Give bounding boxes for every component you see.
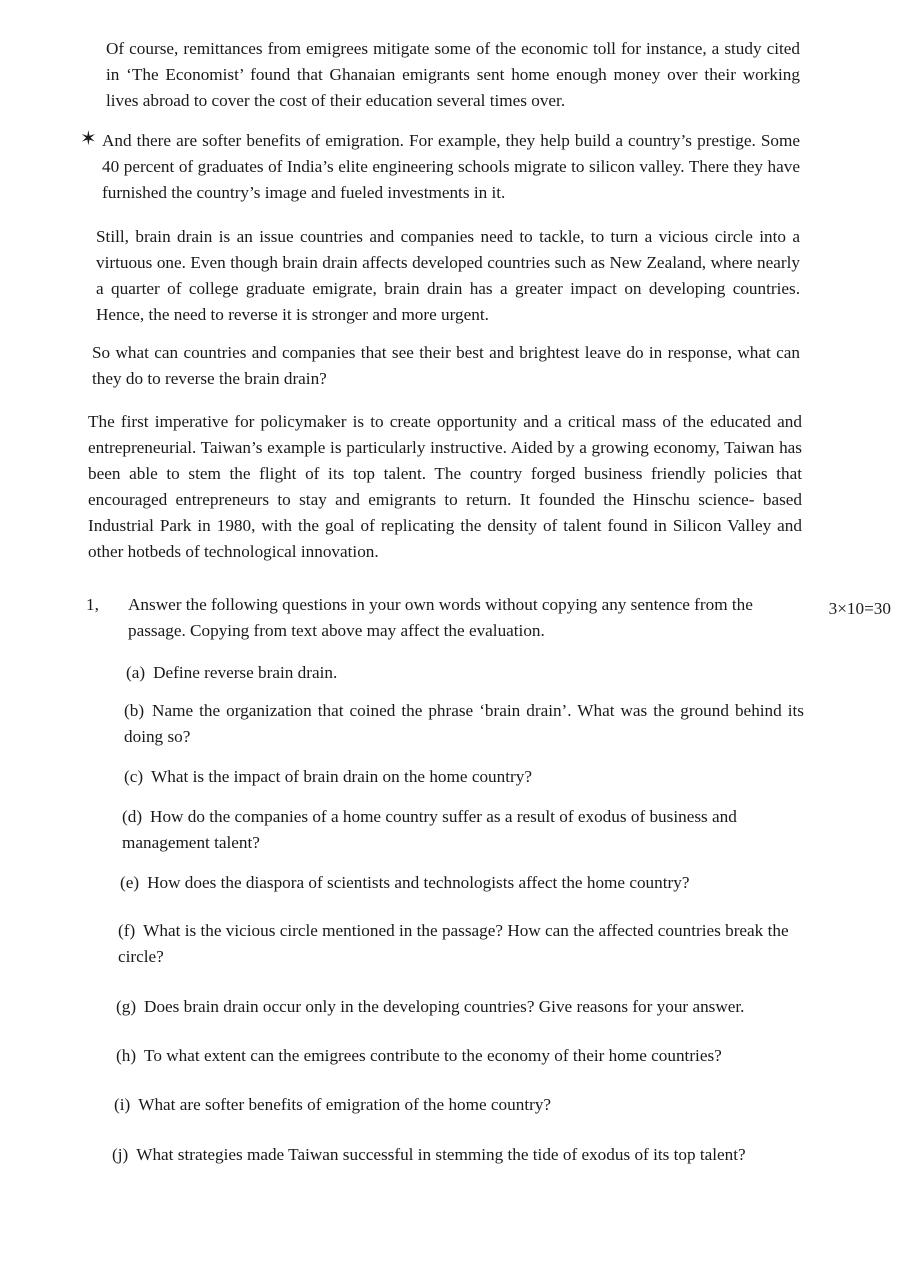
sub-question-e [120,870,804,896]
sub-question-a [126,660,806,686]
sub-question-text: Name the organization that coined the phrase ‘brain drain’. What was the ground behind its doing so? [124,701,804,746]
sub-question-f [118,918,804,970]
sub-question-label: (g) [116,997,137,1016]
sub-question-text: What is the impact of brain drain on the home country? [151,767,532,786]
sub-question-text: How do the companies of a home country suffer as a result of exodus of business and management talent? [122,807,737,852]
sub-question-text: To what extent can the emigrees contribute to the economy of their home countries? [144,1046,722,1065]
sub-question-label: (d) [122,807,143,826]
question-marks: 3×10=30 [828,599,891,618]
sub-question-label: (c) [124,767,144,786]
passage-paragraph-4: So what can countries and companies that see their best and brightest leave do in response, what can they do to reverse the brain drain? [92,343,800,388]
sub-question-g [116,994,806,1020]
sub-question-label: (e) [120,873,140,892]
sub-question-c [124,764,804,790]
sub-question-text: What strategies made Taiwan successful in stemming the tide of exodus of its top talent? [136,1145,746,1164]
sub-question-label: (a) [126,663,146,682]
sub-question-label: (f) [118,921,136,940]
sub-question-label: (i) [114,1095,131,1114]
star-mark-icon: ✶ [80,128,97,150]
sub-question-d [122,804,804,856]
sub-question-label: (j) [112,1145,129,1164]
sub-question-h [116,1043,806,1069]
passage-paragraph-1: Of course, remittances from emigrees mitigate some of the economic toll for instance, a study cited in ‘The Economist’ found that Ghanaian emigrants sent home enough money over their working lives abroad to cover the cost of their education several times over. [106,39,800,110]
sub-question-text: What is the vicious circle mentioned in the passage? How can the affected countries break the circle? [118,921,789,966]
question-number: 1, [86,595,99,614]
sub-question-text: Does brain drain occur only in the developing countries? Give reasons for your answer. [144,997,745,1016]
sub-question-b [124,698,804,750]
sub-question-j [112,1142,802,1168]
sub-question-text: Define reverse brain drain. [153,663,338,682]
passage-paragraph-5: The first imperative for policymaker is to create opportunity and a critical mass of the educated and entrepreneurial. Taiwan’s example is particularly instructive. Aided by a growing economy, Taiwan has been able to stem the flight of its top talent. The country forged business friendly policies that encouraged entrepreneurs to stay and emigrants to return. It founded the Hinschu science- based Industrial Park in 1980, with the goal of replicating the density of talent found in Silicon Valley and other hotbeds of technological innovation. [88,412,802,561]
sub-question-i [114,1092,804,1118]
sub-question-label: (h) [116,1046,137,1065]
sub-question-text: What are softer benefits of emigration of the home country? [138,1095,552,1114]
sub-question-label: (b) [124,701,145,720]
passage-paragraph-3: Still, brain drain is an issue countries and companies need to tackle, to turn a vicious circle into a virtuous one. Even though brain drain affects developed countries such as New Zealand, where nearly a quarter of college graduate emigrate, brain drain has a greater impact on developing countries. Hence, the need to reverse it is stronger and more urgent. [96,227,800,324]
passage-paragraph-2: And there are softer benefits of emigration. For example, they help build a country’s prestige. Some 40 percent of graduates of India’s elite engineering schools migrate to silicon valley. There they have furnished the country’s image and fueled investments in it. [102,131,800,202]
question-instruction: Answer the following questions in your own words without copying any sentence from the passage. Copying from text above may affect the evaluation. [128,595,753,640]
sub-question-text: How does the diaspora of scientists and technologists affect the home country? [147,873,690,892]
